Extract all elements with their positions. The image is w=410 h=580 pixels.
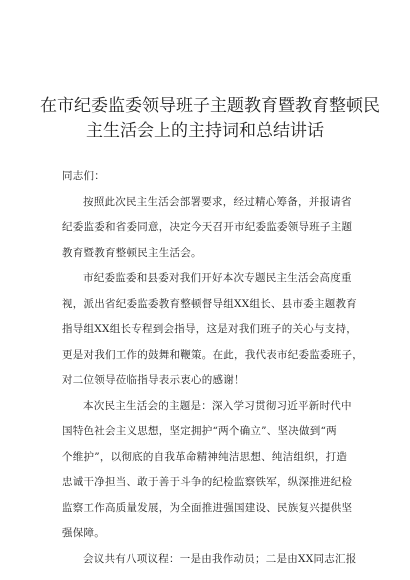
paragraph-line: 个维护”，以彻底的自我革命精神纯洁思想、纯洁组织，打造 bbox=[62, 450, 348, 463]
paragraph-line: 按照此次民主生活会部署要求，经过精心筹备，并报请省 bbox=[83, 195, 352, 208]
paragraph-line: 忠诚干净担当、敢于善于斗争的纪检监察铁军，纵深推进纪检 bbox=[62, 476, 353, 488]
paragraph-line: 监察工作高质量发展，为全面推进强国建设、民族复兴提供坚 bbox=[62, 501, 353, 514]
paragraph-line: 市纪委监委和县委对我们开好本次专题民主生活会高度重 bbox=[83, 272, 352, 284]
paragraph-line: 纪委监委和省委同意，决定今天召开市纪委监委领导班子主题 bbox=[62, 221, 353, 233]
document-title-line-1: 在市纪委监委领导班子主题教育暨教育整顿民 bbox=[40, 96, 380, 116]
document-title-line-2: 主生活会上的主持词和总结讲话 bbox=[86, 121, 324, 141]
paragraph-line: 指导组XX组长专程到会指导，这是对我们班子的关心与支持， bbox=[62, 323, 357, 335]
paragraph-line: 国特色社会主义思想，坚定拥护“两个确立”、坚决做到“两 bbox=[62, 425, 337, 437]
paragraph-line: 强保障。 bbox=[62, 527, 105, 539]
salutation: 同志们： bbox=[62, 170, 105, 182]
paragraph-line: 更是对我们工作的鼓舞和鞭策。在此，我代表市纪委监委班子， bbox=[62, 348, 363, 361]
paragraph-line: 视，派出省纪委监委教育整顿督导组XX组长、县市委主题教育 bbox=[62, 297, 357, 310]
paragraph-line: 本次民主生活会的主题是：深入学习贯彻习近平新时代中 bbox=[83, 399, 352, 412]
paragraph-line: 教育暨教育整顿民主生活会。 bbox=[62, 246, 202, 259]
paragraph-line: 对二位领导莅临指导表示衷心的感谢！ bbox=[62, 374, 245, 386]
paragraph-line: 会议共有八项议程：一是由我作动员；二是由XX同志汇报 bbox=[83, 552, 357, 565]
